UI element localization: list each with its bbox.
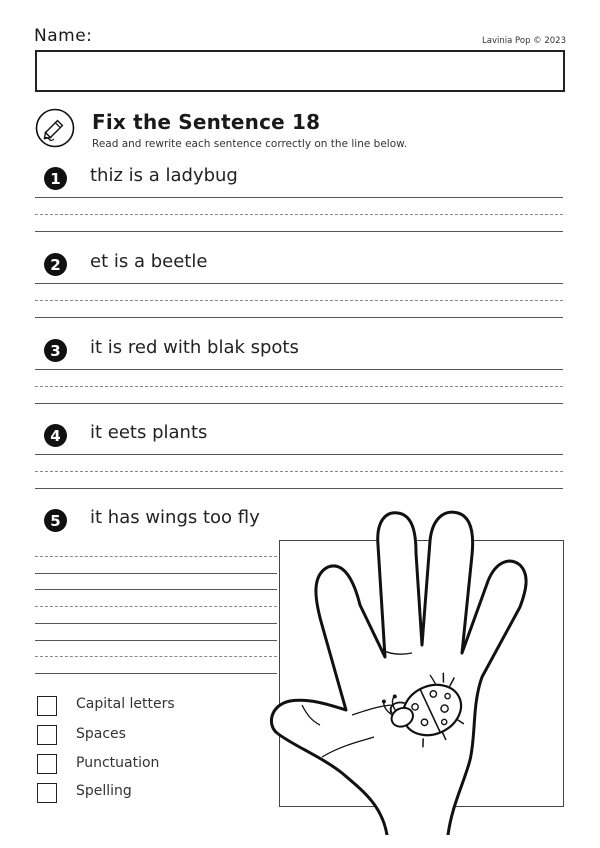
writing-line: [35, 317, 563, 318]
writing-guide-line: [35, 656, 277, 657]
worksheet-title: Fix the Sentence 18: [92, 110, 321, 134]
writing-guide-line: [35, 606, 277, 607]
writing-line: [35, 283, 563, 284]
sentence-5: it has wings too fly: [90, 507, 260, 528]
number-badge-1: 1: [44, 167, 67, 190]
number-badge-3: 3: [44, 339, 67, 362]
checkbox-capital-letters[interactable]: [37, 696, 57, 716]
writing-line: [35, 573, 277, 574]
copyright-text: Lavinia Pop © 2023: [482, 36, 566, 46]
checkbox-spelling[interactable]: [37, 783, 57, 803]
number-badge-5: 5: [44, 509, 67, 532]
writing-guide-line: [35, 471, 563, 472]
writing-line: [35, 673, 277, 674]
writing-guide-line: [35, 300, 563, 301]
checklist-label: Spaces: [76, 726, 126, 742]
pencil-icon: [35, 108, 75, 148]
writing-line: [35, 231, 563, 232]
checklist-label: Spelling: [76, 783, 132, 799]
name-label: Name:: [34, 26, 93, 46]
writing-line: [35, 369, 563, 370]
sentence-1: thiz is a ladybug: [90, 165, 238, 186]
checkbox-spaces[interactable]: [37, 725, 57, 745]
instructions-text: Read and rewrite each sentence correctly on the line below.: [92, 138, 408, 150]
writing-line: [35, 197, 563, 198]
sentence-2: et is a beetle: [90, 251, 208, 272]
writing-guide-line: [35, 386, 563, 387]
name-field[interactable]: [35, 50, 565, 92]
checkbox-punctuation[interactable]: [37, 754, 57, 774]
checklist-label: Punctuation: [76, 755, 160, 771]
writing-line: [35, 488, 563, 489]
number-badge-4: 4: [44, 424, 67, 447]
writing-line: [35, 623, 277, 624]
writing-line: [35, 589, 277, 590]
writing-line: [35, 403, 563, 404]
checklist-label: Capital letters: [76, 696, 175, 712]
sentence-3: it is red with blak spots: [90, 337, 299, 358]
hand-ladybug-illustration: [262, 505, 582, 835]
writing-line: [35, 640, 277, 641]
writing-line: [35, 454, 563, 455]
number-badge-2: 2: [44, 253, 67, 276]
writing-guide-line: [35, 556, 277, 557]
writing-guide-line: [35, 214, 563, 215]
sentence-4: it eets plants: [90, 422, 208, 443]
